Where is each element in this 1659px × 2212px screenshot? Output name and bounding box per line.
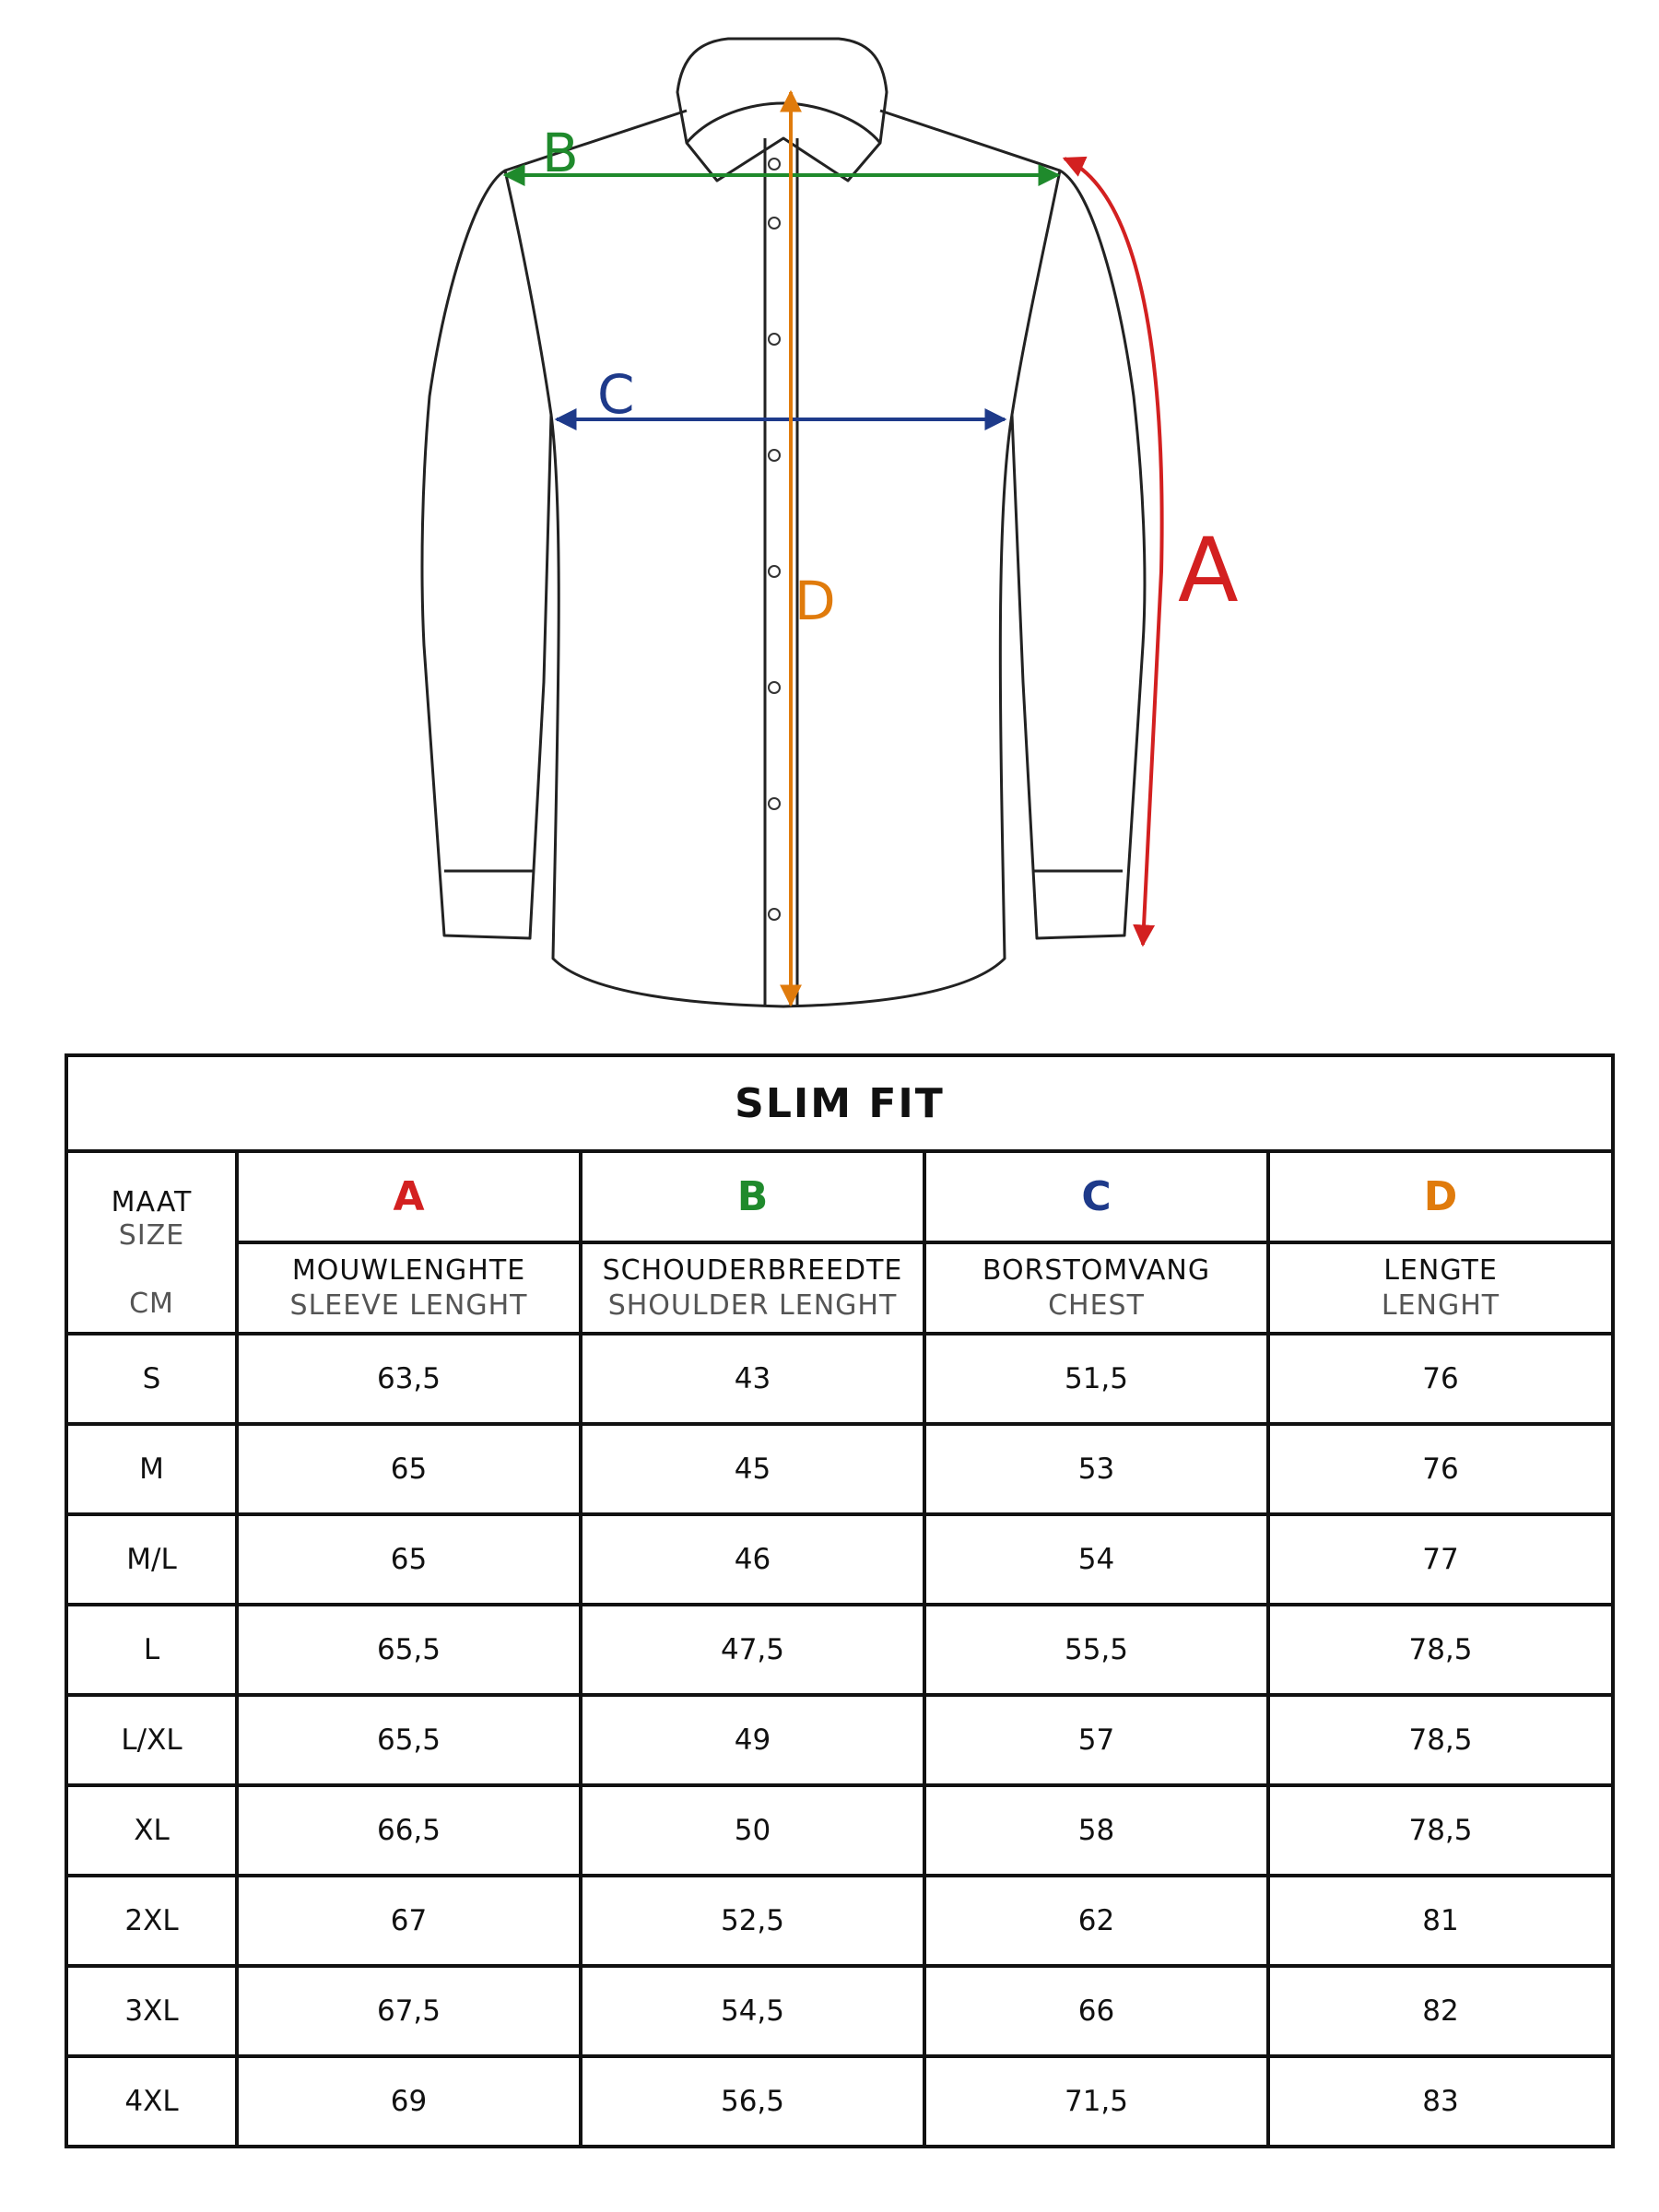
column-letter-d: D [1268, 1151, 1613, 1242]
table-row [66, 1785, 1613, 1876]
value-cell-c: 71,5 [924, 2056, 1268, 2147]
value-cell-b: 54,5 [581, 1966, 924, 2056]
value-cell-a: 67,5 [237, 1966, 581, 2056]
value-cell-b: 50 [581, 1785, 924, 1876]
value-cell-d: 78,5 [1268, 1785, 1613, 1876]
value-cell-b: 49 [581, 1695, 924, 1785]
value-cell-d: 82 [1268, 1966, 1613, 2056]
shirt-buttons [769, 159, 780, 920]
value-cell-c: 66 [924, 1966, 1268, 2056]
value-cell-b: 46 [581, 1514, 924, 1605]
column-label-b [581, 1242, 924, 1334]
column-label-nl: MOUWLENGHTE [291, 1253, 526, 1287]
measure-line-a [1065, 159, 1162, 945]
value-cell-b: 56,5 [581, 2056, 924, 2147]
value-cell-b: 45 [581, 1424, 924, 1514]
column-label-en: LENGHT [1381, 1288, 1500, 1322]
column-letter-b: B [581, 1151, 924, 1242]
table-row [66, 1514, 1613, 1605]
value-cell-c: 51,5 [924, 1334, 1268, 1424]
table-row [66, 1334, 1613, 1424]
table-row [66, 1695, 1613, 1785]
size-cell: XL [66, 1785, 237, 1876]
column-letter-c: C [924, 1151, 1268, 1242]
value-cell-a: 69 [237, 2056, 581, 2147]
measure-label-a: A [1178, 519, 1239, 622]
value-cell-d: 77 [1268, 1514, 1613, 1605]
size-cell: S [66, 1334, 237, 1424]
size-cell: L/XL [66, 1695, 237, 1785]
size-cell: M/L [66, 1514, 237, 1605]
value-cell-a: 65,5 [237, 1695, 581, 1785]
size-cell: 4XL [66, 2056, 237, 2147]
table-row [66, 1424, 1613, 1514]
value-cell-a: 67 [237, 1876, 581, 1966]
column-label-c [924, 1242, 1268, 1334]
shirt-outline [422, 39, 1145, 1006]
value-cell-a: 65 [237, 1514, 581, 1605]
size-column-header [66, 1151, 237, 1334]
measure-label-b: B [542, 122, 579, 184]
table-row [66, 2056, 1613, 2147]
size-cell: 2XL [66, 1876, 237, 1966]
value-cell-c: 58 [924, 1785, 1268, 1876]
value-cell-c: 53 [924, 1424, 1268, 1514]
size-header-maat: MAAT [111, 1186, 193, 1218]
size-cell: M [66, 1424, 237, 1514]
column-label-en: CHEST [1048, 1288, 1145, 1322]
value-cell-c: 54 [924, 1514, 1268, 1605]
letter-header-row [66, 1151, 1613, 1242]
value-cell-b: 43 [581, 1334, 924, 1424]
table-row [66, 1876, 1613, 1966]
measure-label-c: C [597, 363, 635, 426]
value-cell-a: 63,5 [237, 1334, 581, 1424]
value-cell-d: 78,5 [1268, 1695, 1613, 1785]
size-header-size: SIZE [118, 1219, 185, 1252]
value-cell-d: 76 [1268, 1334, 1613, 1424]
collar [677, 39, 887, 143]
column-label-nl: LENGTE [1383, 1253, 1498, 1287]
table-title: SLIM FIT [66, 1055, 1613, 1151]
column-label-nl: SCHOUDERBREEDTE [602, 1253, 903, 1287]
value-cell-c: 55,5 [924, 1605, 1268, 1695]
measure-label-d: D [794, 570, 836, 632]
shirt-measurement-diagram [0, 0, 1659, 1023]
value-cell-d: 83 [1268, 2056, 1613, 2147]
size-cell: L [66, 1605, 237, 1695]
value-cell-b: 47,5 [581, 1605, 924, 1695]
table-row [66, 1966, 1613, 2056]
column-label-en: SHOULDER LENGHT [607, 1288, 898, 1322]
value-cell-a: 66,5 [237, 1785, 581, 1876]
column-label-nl: BORSTOMVANG [982, 1253, 1211, 1287]
value-cell-d: 78,5 [1268, 1605, 1613, 1695]
column-letter-a: A [237, 1151, 581, 1242]
column-label-d [1268, 1242, 1613, 1334]
value-cell-a: 65 [237, 1424, 581, 1514]
value-cell-b: 52,5 [581, 1876, 924, 1966]
size-header-unit: CM [129, 1288, 174, 1320]
value-cell-c: 62 [924, 1876, 1268, 1966]
value-cell-a: 65,5 [237, 1605, 581, 1695]
value-cell-d: 81 [1268, 1876, 1613, 1966]
value-cell-c: 57 [924, 1695, 1268, 1785]
column-label-a [237, 1242, 581, 1334]
table-title-row [66, 1055, 1613, 1151]
column-label-en: SLEEVE LENGHT [289, 1288, 528, 1322]
table-row [66, 1605, 1613, 1695]
size-cell: 3XL [66, 1966, 237, 2056]
label-header-row [66, 1242, 1613, 1334]
size-chart-table [65, 1053, 1615, 2148]
value-cell-d: 76 [1268, 1424, 1613, 1514]
